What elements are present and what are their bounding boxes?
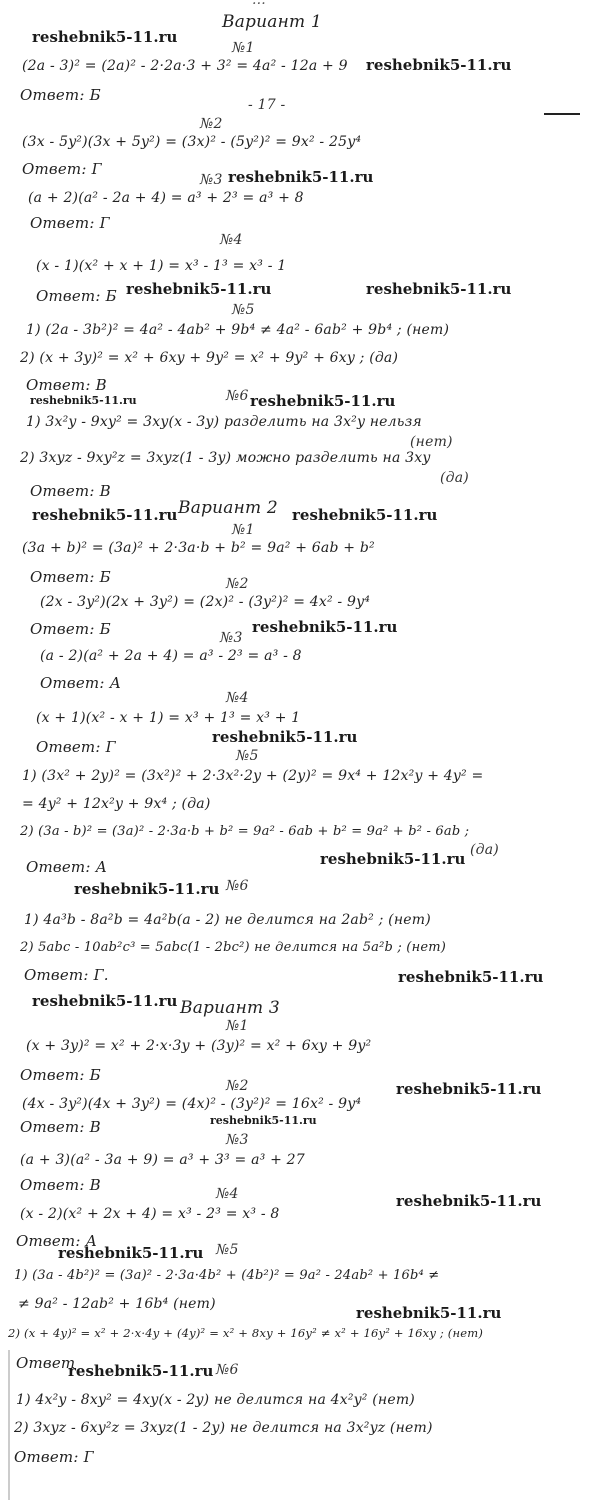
task-5-part-1: 1) (2a - 3b²)² = 4a² - 4ab² + 9b⁴ ≠ 4a² - 6ab² + 9b⁴ ; (нет) — [26, 322, 450, 338]
task-number: №5 — [216, 1242, 239, 1258]
task-6-answer: Ответ: В — [30, 482, 111, 500]
task-5-answer: Ответ — [16, 1354, 76, 1372]
task-5-part-1-continued: = 4y² + 12x²y + 9x⁴ ; (да) — [22, 796, 211, 812]
task-4-answer: Ответ: Г — [36, 738, 116, 756]
watermark: reshebnik5-11.ru — [356, 1304, 502, 1322]
task-number: №2 — [226, 576, 249, 592]
task-2-answer: Ответ: Г — [22, 160, 102, 178]
task-5-part-2: 2) (3a - b)² = (3a)² - 2·3a·b + b² = 9a² - 6ab + b² = 9a² + b² - 6ab ; — [20, 824, 470, 839]
watermark: reshebnik5-11.ru — [30, 394, 137, 407]
watermark: reshebnik5-11.ru — [32, 992, 178, 1010]
task-2-expression: (2x - 3y²)(2x + 3y²) = (2x)² - (3y²)² = 4x² - 9y⁴ — [40, 594, 371, 610]
watermark: reshebnik5-11.ru — [398, 968, 544, 986]
watermark: reshebnik5-11.ru — [32, 28, 178, 46]
task-number: №1 — [226, 1018, 249, 1034]
watermark: reshebnik5-11.ru — [366, 280, 512, 298]
task-1-answer: Ответ: Б — [20, 1066, 101, 1084]
task-6-part-2: 2) 3xyz - 9xy²z = 3xyz(1 - 3y) можно разделить на 3xy — [20, 450, 431, 466]
task-2-answer: Ответ: В — [20, 1118, 101, 1136]
task-5-part-1: 1) (3a - 4b²)² = (3a)² - 2·3a·4b² + (4b²)² = 9a² - 24ab² + 16b⁴ ≠ — [14, 1268, 440, 1283]
task-4-expression: (x + 1)(x² - x + 1) = x³ + 1³ = x³ + 1 — [36, 710, 301, 726]
watermark: reshebnik5-11.ru — [396, 1192, 542, 1210]
task-6-part-2: 2) 5abc - 10ab²c³ = 5abc(1 - 2bc²) не делится на 5a²b ; (нет) — [20, 940, 447, 955]
task-4-expression: (x - 2)(x² + 2x + 4) = x³ - 2³ = x³ - 8 — [20, 1206, 280, 1222]
task-2-answer: Ответ: Б — [30, 620, 111, 638]
watermark: reshebnik5-11.ru — [68, 1362, 214, 1380]
task-5-part-2: 2) (x + 4y)² = x² + 2·x·4y + (4y)² = x² + 8xy + 16y² ≠ x² + 16y² + 16xy ; (нет) — [8, 1326, 484, 1340]
watermark: reshebnik5-11.ru — [126, 280, 272, 298]
watermark: reshebnik5-11.ru — [228, 168, 374, 186]
task-number: №2 — [200, 116, 223, 132]
page-number: - 17 - — [248, 97, 286, 113]
task-number: №6 — [226, 388, 249, 404]
page-edge-line — [544, 113, 580, 115]
task-4-answer: Ответ: А — [16, 1232, 98, 1250]
task-4-expression: (x - 1)(x² + x + 1) = x³ - 1³ = x³ - 1 — [36, 258, 287, 274]
watermark: reshebnik5-11.ru — [252, 618, 398, 636]
watermark: reshebnik5-11.ru — [292, 506, 438, 524]
task-2-expression: (4x - 3y²)(4x + 3y²) = (4x)² - (3y²)² = 16x² - 9y⁴ — [22, 1096, 362, 1112]
variant-1-title: Вариант 1 — [222, 12, 322, 32]
task-6-part-1-note: (нет) — [410, 434, 453, 450]
task-3-expression: (a + 3)(a² - 3a + 9) = a³ + 3³ = a³ + 27 — [20, 1152, 305, 1168]
task-5-answer: Ответ: В — [26, 376, 107, 394]
watermark: reshebnik5-11.ru — [210, 1114, 317, 1127]
task-3-answer: Ответ: А — [40, 674, 122, 692]
cut-header-text: ... — [252, 0, 266, 8]
task-number: №4 — [226, 690, 249, 706]
task-number: №4 — [220, 232, 243, 248]
task-3-answer: Ответ: Г — [30, 214, 110, 232]
task-number: №1 — [232, 522, 255, 538]
task-number: №5 — [232, 302, 255, 318]
scan-edge-mark — [8, 1350, 10, 1500]
task-3-expression: (a + 2)(a² - 2a + 4) = a³ + 2³ = a³ + 8 — [28, 190, 304, 206]
task-number: №4 — [216, 1186, 239, 1202]
task-number: №3 — [200, 172, 223, 188]
variant-2-title: Вариант 2 — [178, 498, 278, 518]
watermark: reshebnik5-11.ru — [32, 506, 178, 524]
watermark: reshebnik5-11.ru — [396, 1080, 542, 1098]
watermark: reshebnik5-11.ru — [74, 880, 220, 898]
task-6-part-1: 1) 4x²y - 8xy² = 4xy(x - 2y) не делится на 4x²y² (нет) — [16, 1392, 415, 1408]
task-2-expression: (3x - 5y²)(3x + 5y²) = (3x)² - (5y²)² = 9x² - 25y⁴ — [22, 134, 362, 150]
task-5-answer: Ответ: А — [26, 858, 108, 876]
task-1-answer: Ответ: Б — [20, 86, 101, 104]
task-number: №2 — [226, 1078, 249, 1094]
task-5-part-1-continued: ≠ 9a² - 12ab² + 16b⁴ (нет) — [18, 1296, 216, 1312]
task-1-answer: Ответ: Б — [30, 568, 111, 586]
task-number: №3 — [226, 1132, 249, 1148]
task-6-part-1: 1) 3x²y - 9xy² = 3xy(x - 3y) разделить на 3x²y нельзя — [26, 414, 422, 430]
task-6-part-2: 2) 3xyz - 6xy²z = 3xyz(1 - 2y) не делится на 3x²yz (нет) — [14, 1420, 433, 1436]
task-number: №3 — [220, 630, 243, 646]
task-6-answer: Ответ: Г. — [24, 966, 109, 984]
task-1-expression: (3a + b)² = (3a)² + 2·3a·b + b² = 9a² + 6ab + b² — [22, 540, 375, 556]
watermark: reshebnik5-11.ru — [250, 392, 396, 410]
variant-3-title: Вариант 3 — [180, 998, 280, 1018]
task-3-answer: Ответ: В — [20, 1176, 101, 1194]
task-number: №5 — [236, 748, 259, 764]
watermark: reshebnik5-11.ru — [212, 728, 358, 746]
task-1-expression: (2a - 3)² = (2a)² - 2·2a·3 + 3² = 4a² - 12a + 9 — [22, 58, 348, 74]
task-6-answer: Ответ: Г — [14, 1448, 94, 1466]
task-number: №6 — [226, 878, 249, 894]
task-4-answer: Ответ: Б — [36, 287, 117, 305]
task-1-expression: (x + 3y)² = x² + 2·x·3y + (3y)² = x² + 6xy + 9y² — [26, 1038, 372, 1054]
task-6-part-1: 1) 4a³b - 8a²b = 4a²b(a - 2) не делится на 2ab² ; (нет) — [24, 912, 431, 928]
task-3-expression: (a - 2)(a² + 2a + 4) = a³ - 2³ = a³ - 8 — [40, 648, 302, 664]
task-number: №1 — [232, 40, 255, 56]
watermark: reshebnik5-11.ru — [366, 56, 512, 74]
watermark: reshebnik5-11.ru — [320, 850, 466, 868]
task-6-part-2-note: (да) — [440, 470, 469, 486]
task-5-part-2: 2) (x + 3y)² = x² + 6xy + 9y² = x² + 9y² + 6xy ; (да) — [20, 350, 399, 366]
task-5-part-1: 1) (3x² + 2y)² = (3x²)² + 2·3x²·2y + (2y)² = 9x⁴ + 12x²y + 4y² = — [22, 768, 484, 784]
task-number: №6 — [216, 1362, 239, 1378]
task-5-part-2-note: (да) — [470, 842, 499, 858]
watermark: reshebnik5-11.ru — [58, 1244, 204, 1262]
